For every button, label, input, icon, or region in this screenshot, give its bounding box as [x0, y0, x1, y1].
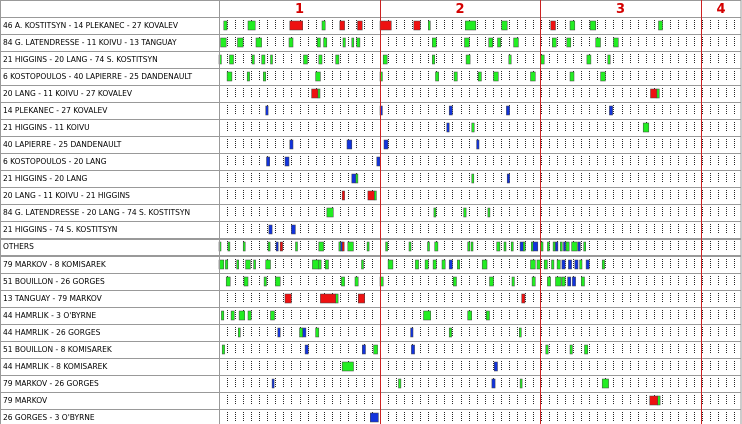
- shift-bar: [544, 260, 547, 269]
- shift-bar: [374, 345, 378, 354]
- shift-bar: [551, 21, 556, 30]
- section-frame: [1, 240, 742, 424]
- shift-bar: [657, 89, 659, 98]
- shift-bar: [424, 311, 431, 320]
- shift-bar: [556, 242, 558, 251]
- shift-bar: [492, 379, 495, 388]
- row-label: 21 HIGGINS - 20 LANG - 74 S. KOSTITSYN: [3, 55, 158, 64]
- shift-bar: [497, 242, 500, 251]
- shift-bar: [254, 260, 256, 269]
- shift-bar: [552, 38, 556, 47]
- shift-bar: [221, 38, 227, 47]
- shift-bar: [522, 294, 525, 303]
- shift-bar: [514, 38, 519, 47]
- shift-bar: [268, 242, 270, 251]
- shift-bar: [271, 55, 273, 64]
- shift-bar: [312, 89, 318, 98]
- shift-bar: [238, 38, 244, 47]
- shift-bar: [348, 242, 354, 251]
- shift-bar: [575, 260, 578, 269]
- shift-bar: [252, 55, 254, 64]
- minute-grid: [220, 310, 735, 320]
- shift-bar: [224, 21, 227, 30]
- shift-bar: [318, 89, 320, 98]
- row-label: 21 HIGGINS - 11 KOIVU: [3, 123, 90, 132]
- row-label: 6 KOSTOPOULOS - 20 LANG: [3, 157, 107, 166]
- shift-bar: [468, 311, 472, 320]
- shift-bar: [428, 21, 430, 30]
- shift-bar: [341, 277, 344, 286]
- shift-bar: [520, 242, 523, 251]
- shift-bar: [266, 106, 268, 115]
- shift-bar: [465, 38, 470, 47]
- row-label: OTHERS: [3, 242, 34, 251]
- shift-bar: [659, 21, 663, 30]
- shift-bar: [560, 242, 562, 251]
- shift-bar: [355, 277, 358, 286]
- shift-bar: [342, 362, 353, 371]
- shift-bar: [317, 38, 320, 47]
- shift-bar: [370, 413, 378, 422]
- shift-bar: [296, 242, 298, 251]
- shift-bar: [319, 55, 322, 64]
- row-label: 40 LAPIERRE - 25 DANDENAULT: [3, 140, 122, 149]
- shift-bar: [263, 72, 265, 81]
- shift-bar: [327, 208, 333, 217]
- shift-bar: [570, 345, 572, 354]
- shift-bar: [322, 21, 325, 30]
- shift-bar: [434, 208, 436, 217]
- shift-bar: [276, 242, 278, 251]
- shift-bar: [564, 242, 566, 251]
- minute-grid: [220, 105, 735, 115]
- minute-grid: [220, 276, 735, 286]
- minute-grid: [220, 173, 735, 183]
- shift-bar: [585, 345, 588, 354]
- shift-bar: [386, 242, 388, 251]
- shift-bar: [377, 157, 380, 166]
- shift-bar: [336, 55, 339, 64]
- row-label: 44 HAMRLIK - 26 GORGES: [3, 328, 101, 337]
- shift-bar: [449, 260, 452, 269]
- shift-bar: [532, 277, 535, 286]
- shift-bar: [590, 21, 596, 30]
- shift-bar: [271, 311, 275, 320]
- shift-bar: [262, 55, 265, 64]
- shift-bar: [566, 242, 569, 251]
- shift-bar: [567, 38, 571, 47]
- minute-grid: [220, 156, 735, 166]
- shift-bar: [264, 277, 266, 286]
- shift-bar: [319, 242, 324, 251]
- shift-bar: [228, 242, 230, 251]
- row-label: 13 TANGUAY - 79 MARKOV: [3, 294, 102, 303]
- row-label: 51 BOUILLON - 8 KOMISAREK: [3, 345, 112, 354]
- shift-bar: [602, 260, 604, 269]
- shift-bar: [319, 260, 321, 269]
- shift-bar: [290, 140, 293, 149]
- minute-grid: [220, 71, 735, 81]
- row-label: 44 HAMRLIK - 8 KOMISAREK: [3, 362, 108, 371]
- shift-bar: [482, 260, 487, 269]
- minute-grid: [220, 344, 735, 354]
- shift-bar: [347, 140, 352, 149]
- shift-bar: [608, 55, 610, 64]
- shift-bar: [520, 379, 522, 388]
- shift-bar: [239, 311, 245, 320]
- shift-bar: [336, 294, 338, 303]
- minute-grid: [220, 54, 735, 64]
- period-label-4: 4: [716, 2, 726, 17]
- shift-bar: [275, 277, 280, 286]
- period-label-2: 2: [455, 2, 465, 17]
- period-label-1: 1: [294, 2, 305, 17]
- shift-bar: [562, 277, 565, 286]
- shift-bar: [383, 55, 387, 64]
- shift-bar: [650, 396, 658, 405]
- shift-bar: [358, 294, 364, 303]
- shift-bar: [388, 260, 393, 269]
- shift-bar: [305, 345, 308, 354]
- shift-bar: [523, 242, 525, 251]
- minute-grid: [220, 378, 735, 388]
- shift-bar: [477, 140, 479, 149]
- shift-bar: [541, 242, 543, 251]
- row-label: 21 HIGGINS - 20 LANG: [3, 174, 88, 183]
- shift-bar: [285, 294, 291, 303]
- shift-bar: [449, 328, 451, 337]
- shift-bar: [352, 38, 354, 47]
- row-label: 26 GORGES - 3 O'BYRNE: [3, 413, 95, 422]
- row-label: 79 MARKOV - 26 GORGES: [3, 379, 99, 388]
- row-label: 14 PLEKANEC - 27 KOVALEV: [3, 106, 108, 115]
- shift-bar: [300, 328, 303, 337]
- shift-bar: [494, 72, 499, 81]
- shift-bar: [509, 55, 511, 64]
- shift-bar: [562, 260, 565, 269]
- shift-bar: [466, 55, 470, 64]
- row-label: 84 G. LATENDRESSE - 20 LANG - 74 S. KOSTITSYN: [3, 208, 191, 217]
- shift-bar: [449, 106, 452, 115]
- shift-bar: [409, 242, 411, 251]
- shift-bar: [362, 345, 365, 354]
- period-label-3: 3: [615, 2, 626, 17]
- shift-bar: [556, 277, 562, 286]
- minute-grid: [220, 207, 735, 217]
- shift-bar: [227, 72, 232, 81]
- shift-bar: [486, 311, 489, 320]
- shift-bar: [587, 55, 591, 64]
- row-label: 44 HAMRLIK - 3 O'BYRNE: [3, 311, 97, 320]
- shift-bar: [432, 55, 434, 64]
- row-label: 84 G. LATENDRESSE - 11 KOIVU - 13 TANGUAY: [3, 38, 177, 47]
- shift-bar: [357, 38, 360, 47]
- shift-bar: [572, 277, 575, 286]
- shift-bar: [614, 38, 619, 47]
- shift-bar: [362, 260, 364, 269]
- minute-grid: [220, 37, 735, 47]
- shift-bar: [312, 260, 318, 269]
- shift-bar: [552, 260, 554, 269]
- shift-bar: [425, 260, 428, 269]
- shift-bar: [316, 328, 319, 337]
- shift-bar: [411, 345, 414, 354]
- shift-bar: [289, 38, 293, 47]
- shift-bar: [221, 311, 223, 320]
- shift-bar: [316, 72, 321, 81]
- shift-bar: [352, 174, 356, 183]
- shift-bar: [578, 242, 580, 251]
- shift-bar: [464, 208, 466, 217]
- shift-bar: [533, 242, 538, 251]
- shift-bar: [436, 72, 439, 81]
- minute-grid: [220, 361, 735, 371]
- shift-bar: [280, 242, 282, 251]
- shift-bar: [342, 242, 344, 251]
- shift-bar: [380, 21, 391, 30]
- shift-bar: [343, 38, 345, 47]
- minute-grid: [220, 293, 735, 303]
- shift-bar: [531, 260, 536, 269]
- shift-bar: [502, 21, 508, 30]
- shift-bar: [230, 55, 234, 64]
- shift-bar: [537, 260, 540, 269]
- shift-bar: [541, 55, 544, 64]
- shift-bar: [267, 157, 270, 166]
- shift-bar: [415, 260, 418, 269]
- shift-bar: [414, 21, 420, 30]
- shift-bar: [411, 328, 413, 337]
- shift-bar: [237, 260, 239, 269]
- row-label: 51 BOUILLON - 26 GORGES: [3, 277, 105, 286]
- shift-bar: [447, 123, 449, 132]
- minute-grid: [220, 224, 735, 234]
- shift-bar: [290, 21, 303, 30]
- shift-bar: [358, 21, 363, 30]
- row-label: 46 A. KOSTITSYN - 14 PLEKANEC - 27 KOVALEV: [3, 21, 179, 30]
- minute-grid: [220, 122, 735, 132]
- shift-bar: [572, 242, 578, 251]
- shift-bar: [248, 21, 255, 30]
- row-label: 6 KOSTOPOULOS - 40 LAPIERRE - 25 DANDENAULT: [3, 72, 193, 81]
- shift-bar: [581, 277, 584, 286]
- row-label: 20 LANG - 11 KOIVU - 21 HIGGINS: [3, 191, 130, 200]
- shift-bar: [435, 242, 438, 251]
- shift-bar: [226, 277, 230, 286]
- row-label: 79 MARKOV: [3, 396, 48, 405]
- shift-bar: [247, 72, 249, 81]
- shift-bar: [324, 38, 327, 47]
- shift-bar: [225, 260, 227, 269]
- shift-bar: [609, 106, 612, 115]
- shift-bar: [472, 123, 474, 132]
- row-label: 20 LANG - 11 KOIVU - 27 KOVALEV: [3, 89, 132, 98]
- shift-bar: [256, 38, 262, 47]
- shift-bar: [489, 38, 493, 47]
- shift-bar: [244, 277, 248, 286]
- shift-bar: [531, 72, 536, 81]
- shift-bar: [511, 242, 513, 251]
- shift-bar: [320, 294, 335, 303]
- shift-bar: [428, 242, 430, 251]
- shift-bar: [488, 208, 490, 217]
- shift-bar: [266, 260, 271, 269]
- shift-bar: [453, 277, 456, 286]
- shift-bar: [432, 38, 436, 47]
- shift-bar: [601, 72, 606, 81]
- shift-bar: [272, 379, 274, 388]
- shift-bar: [367, 242, 369, 251]
- shift-bar: [507, 174, 509, 183]
- shift-bar: [248, 311, 251, 320]
- shift-bar: [303, 328, 306, 337]
- shift-bar: [304, 55, 308, 64]
- shift-bar: [490, 277, 494, 286]
- shift-bar: [512, 277, 514, 286]
- minute-grid: [220, 259, 735, 269]
- shift-bar: [471, 242, 473, 251]
- shift-bar: [384, 140, 388, 149]
- shift-bar: [243, 242, 245, 251]
- shift-bar: [340, 21, 345, 30]
- shift-bar: [468, 242, 470, 251]
- shift-bar: [457, 260, 459, 269]
- shift-bar: [291, 225, 295, 234]
- shift-bar: [269, 225, 272, 234]
- shift-bar: [547, 242, 549, 251]
- shift-bar: [433, 260, 436, 269]
- shift-bar: [278, 328, 280, 337]
- shift-bar: [568, 260, 571, 269]
- row-label: 21 HIGGINS - 74 S. KOSTITSYN: [3, 225, 118, 234]
- shift-bar: [504, 242, 506, 251]
- shift-bar: [602, 379, 608, 388]
- shift-bar: [568, 277, 571, 286]
- shift-bar: [557, 260, 560, 269]
- row-label: 79 MARKOV - 8 KOMISAREK: [3, 260, 106, 269]
- shift-bar: [222, 345, 224, 354]
- shift-bar: [478, 72, 481, 81]
- shift-bar: [553, 242, 555, 251]
- shift-bar: [238, 328, 240, 337]
- shift-bar: [570, 72, 574, 81]
- shift-bar: [465, 21, 476, 30]
- shift-bar: [506, 106, 509, 115]
- shift-bar: [580, 260, 582, 269]
- minute-grid: [220, 327, 735, 337]
- shift-bar: [231, 311, 234, 320]
- shift-bar: [374, 191, 376, 200]
- shift-bar: [356, 174, 358, 183]
- minute-grid: [220, 190, 735, 200]
- shift-bar: [498, 38, 501, 47]
- shift-bar: [442, 260, 445, 269]
- shift-bar: [519, 328, 521, 337]
- shift-bar: [546, 345, 548, 354]
- shift-bar: [325, 260, 328, 269]
- shift-bar: [472, 174, 474, 183]
- shift-bar: [547, 277, 550, 286]
- shift-bar: [246, 260, 251, 269]
- shift-bar: [643, 123, 649, 132]
- shift-bar: [596, 38, 601, 47]
- shift-bar: [651, 89, 657, 98]
- shift-bar: [570, 21, 575, 30]
- shift-bar: [584, 242, 586, 251]
- shift-bar: [368, 191, 374, 200]
- shift-bar: [399, 379, 401, 388]
- shift-bar: [658, 396, 660, 405]
- shift-bar: [342, 191, 344, 200]
- shift-bar: [494, 362, 497, 371]
- shift-bar: [586, 260, 589, 269]
- shift-bar: [285, 157, 289, 166]
- minute-grid: [220, 412, 735, 422]
- shift-bar: [454, 72, 457, 81]
